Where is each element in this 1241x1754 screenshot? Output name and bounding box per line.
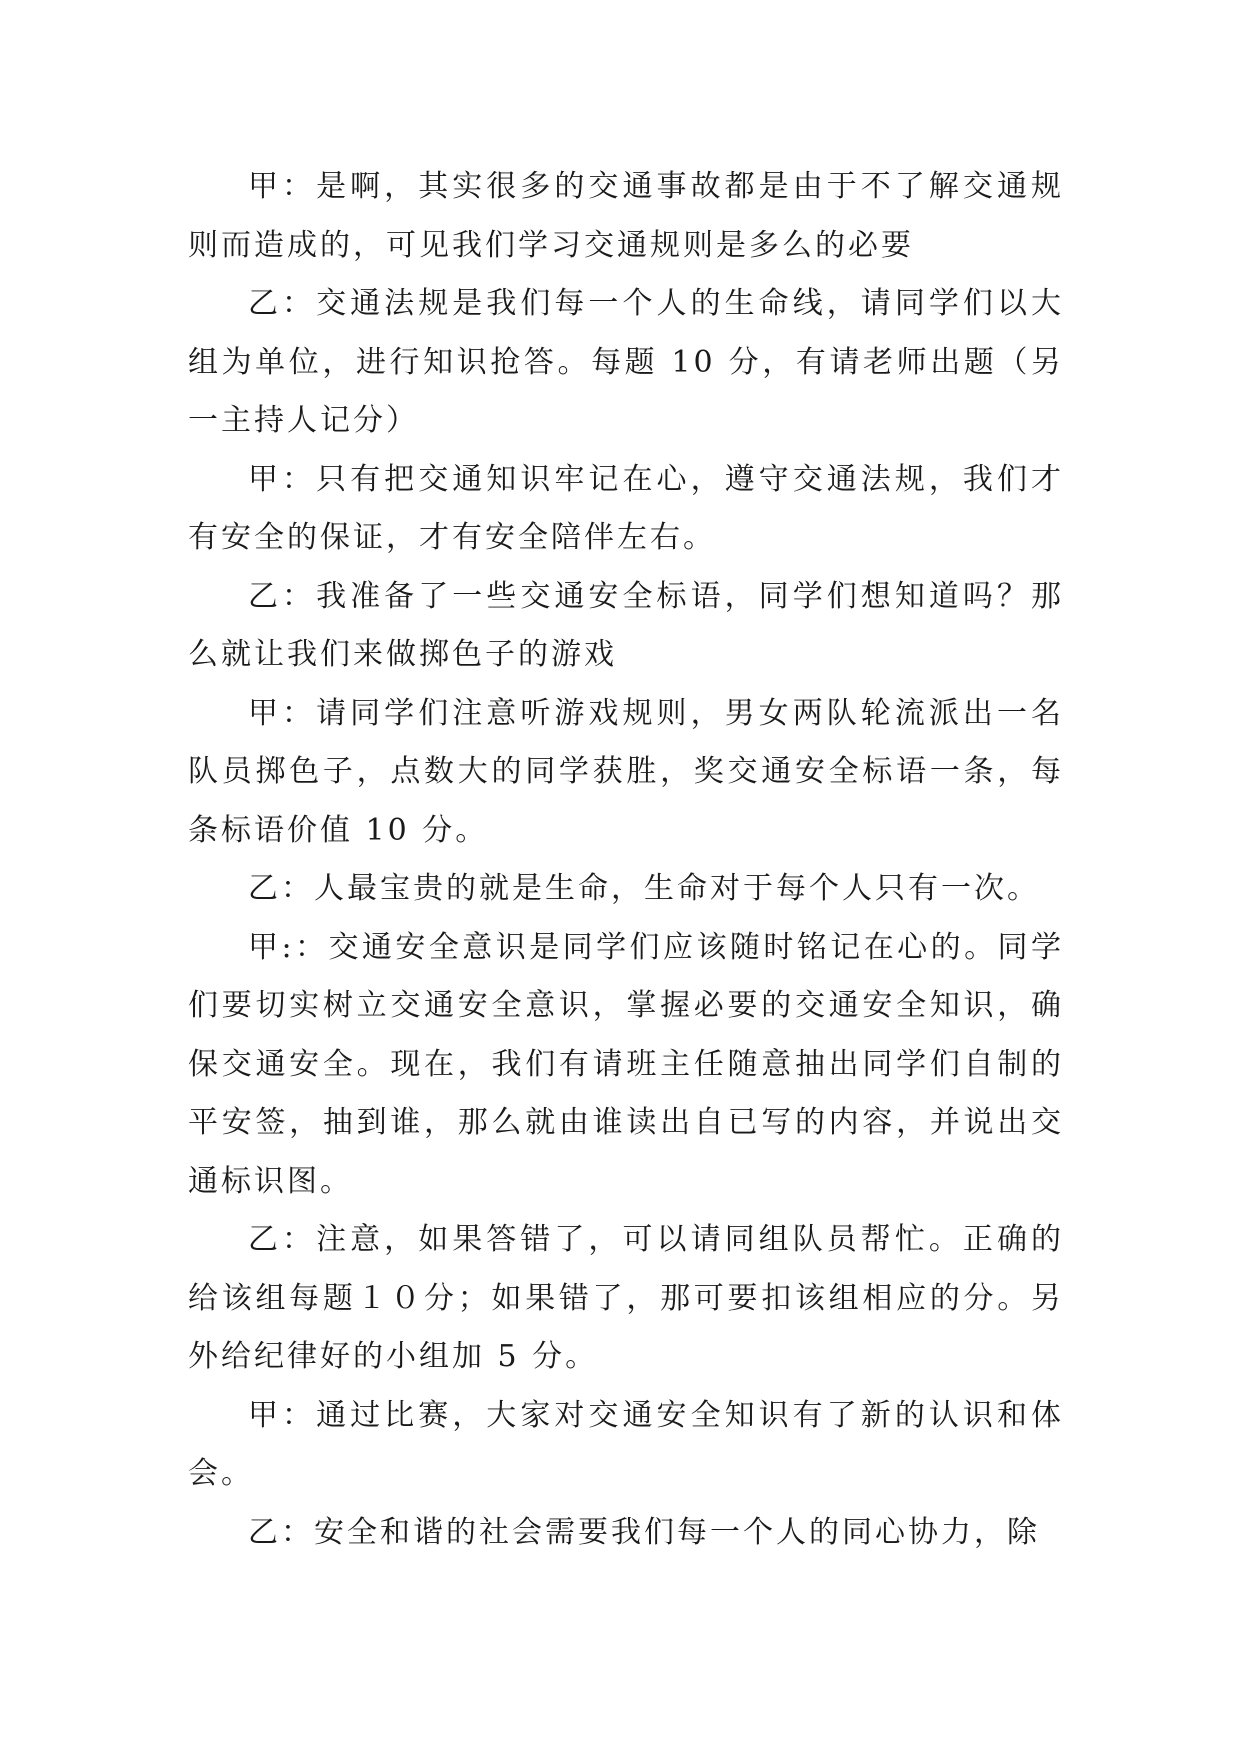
document-body <box>188 158 1064 1562</box>
paragraph: 甲：只有把交通知识牢记在心，遵守交通法规，我们才有安全的保证，才有安全陪伴左右。 <box>188 461 1064 555</box>
paragraph: 乙：人最宝贵的就是生命，生命对于每个人只有一次。 <box>248 871 1040 906</box>
paragraph: 甲：是啊，其实很多的交通事故都是由于不了解交通规则而造成的，可见我们学习交通规则是多么的必要 <box>188 169 1064 263</box>
paragraph: 甲：请同学们注意听游戏规则，男女两队轮流派出一名队员掷色子，点数大的同学获胜，奖交通安全标语一条，每条标语价值 10 分。 <box>188 695 1064 848</box>
paragraph: 乙：注意，如果答错了，可以请同组队员帮忙。正确的给该组每题１０分；如果错了，那可要扣该组相应的分。另外给纪律好的小组加 5 分。 <box>188 1222 1064 1374</box>
paragraph: 乙：交通法规是我们每一个人的生命线，请同学们以大组为单位，进行知识抢答。每题 10 分，有请老师出题（另一主持人记分） <box>188 286 1064 438</box>
paragraph: 甲：通过比赛，大家对交通安全知识有了新的认识和体会。 <box>188 1397 1064 1491</box>
paragraph: 乙：安全和谐的社会需要我们每一个人的同心协力，除 <box>248 1514 1040 1550</box>
paragraph: 乙：我准备了一些交通安全标语，同学们想知道吗？那么就让我们来做掷色子的游戏 <box>188 578 1064 672</box>
paragraph: 甲:：交通安全意识是同学们应该随时铭记在心的。同学们要切实树立交通安全意识，掌握必要的交通安全知识，确保交通安全。现在，我们有请班主任随意抽出同学们自制的平安签，抽到谁，那么就由谁读出自已写的内容，并说出交通标识图。 <box>188 929 1064 1199</box>
